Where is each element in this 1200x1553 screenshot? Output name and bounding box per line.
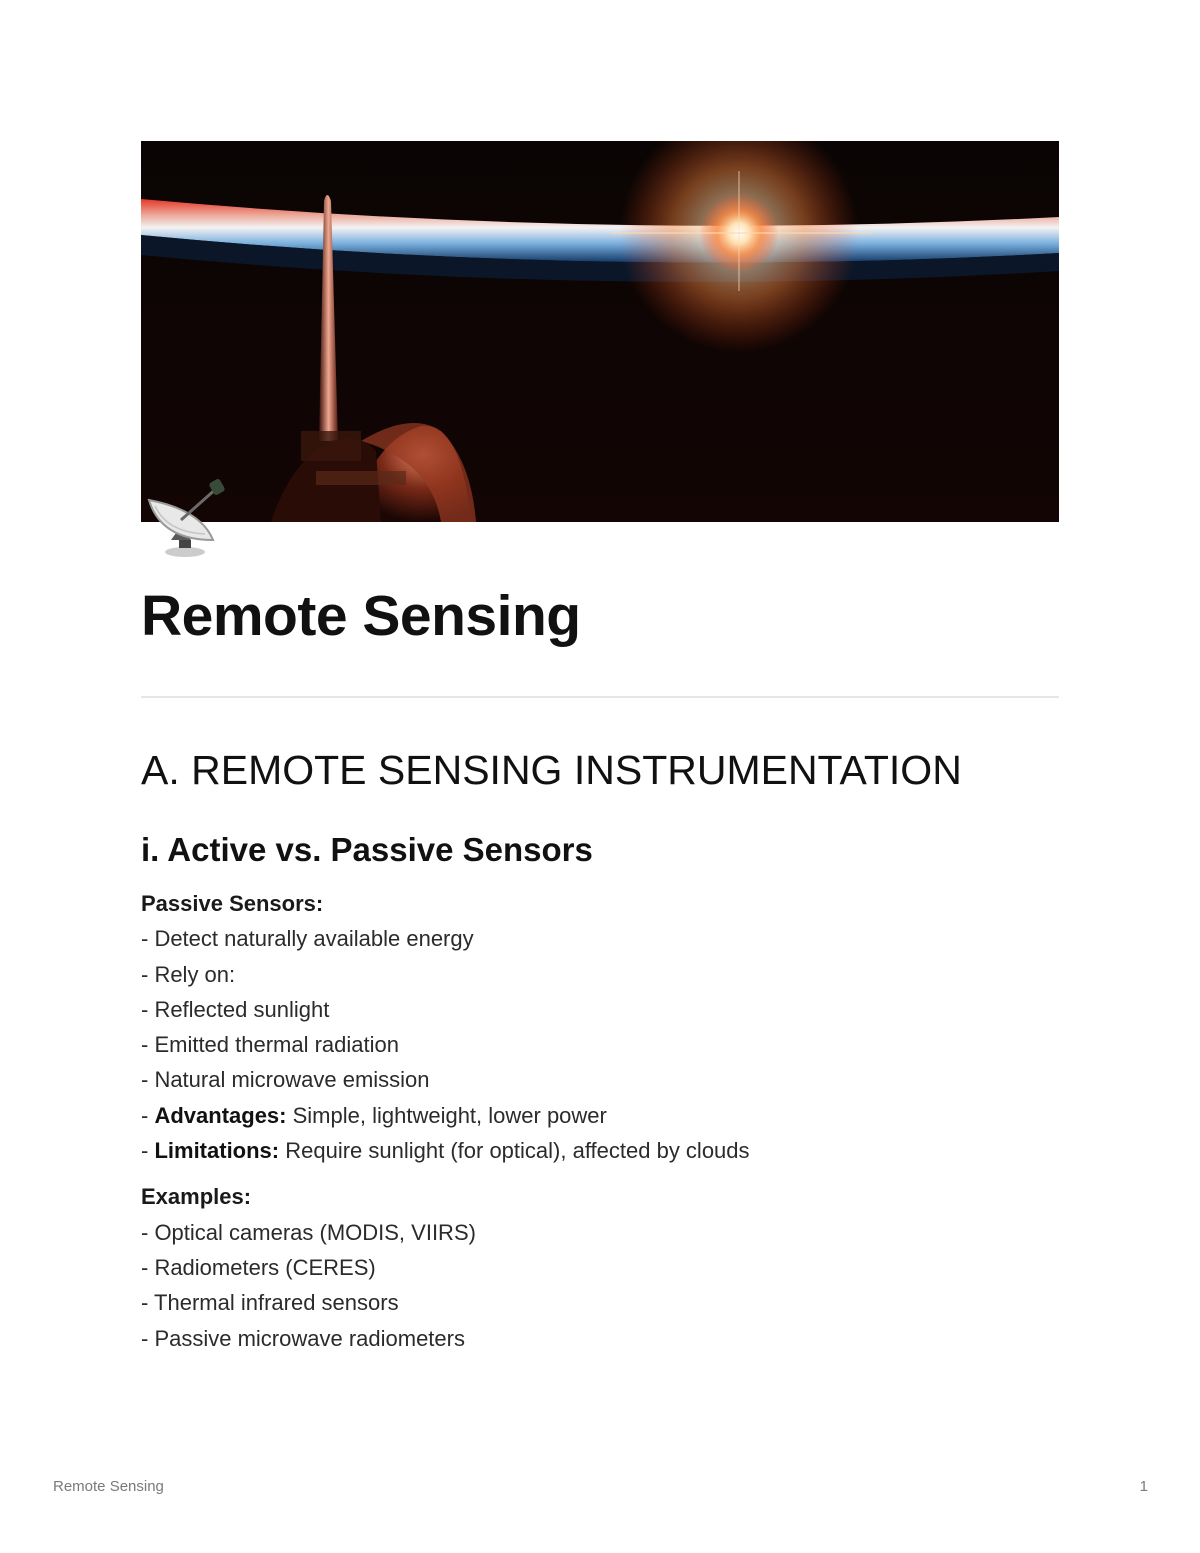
list-item: - Reflected sunlight (141, 996, 330, 1022)
limitations-item (141, 1133, 1059, 1168)
list-item: - Natural microwave emission (141, 1067, 430, 1093)
cover-image (141, 141, 1059, 522)
subsection-heading: i. Active vs. Passive Sensors (141, 831, 593, 868)
satellite-dish-icon (141, 470, 233, 562)
list-item: - Optical cameras (MODIS, VIIRS) (141, 1219, 476, 1245)
passive-sensors-label: Passive Sensors: (141, 891, 324, 916)
list-item: - Detect naturally available energy (141, 926, 474, 952)
list-item: - Thermal infrared sensors (141, 1290, 399, 1316)
limitations-prefix: - (141, 1138, 155, 1164)
section-heading: A. REMOTE SENSING INSTRUMENTATION (141, 747, 962, 793)
list-item: - Radiometers (CERES) (141, 1254, 376, 1280)
list-item: - Passive microwave radiometers (141, 1325, 465, 1351)
divider (141, 696, 1059, 698)
page-title: Remote Sensing (141, 584, 581, 648)
body-content (141, 886, 1059, 1356)
advantages-prefix: - (141, 1102, 155, 1128)
list-item: - Rely on: (141, 961, 236, 987)
advantages-label: Advantages: (154, 1102, 287, 1128)
footer-page-number: 1 (1139, 1478, 1148, 1495)
advantages-item (141, 1098, 1059, 1133)
examples-label: Examples: (141, 1184, 252, 1210)
footer-doc-name: Remote Sensing (53, 1478, 164, 1495)
list-item: - Emitted thermal radiation (141, 1032, 399, 1058)
limitations-label: Limitations: (154, 1138, 280, 1164)
limitations-text: Require sunlight (for optical), affected by clouds (279, 1138, 750, 1164)
advantages-text: Simple, lightweight, lower power (286, 1102, 607, 1128)
